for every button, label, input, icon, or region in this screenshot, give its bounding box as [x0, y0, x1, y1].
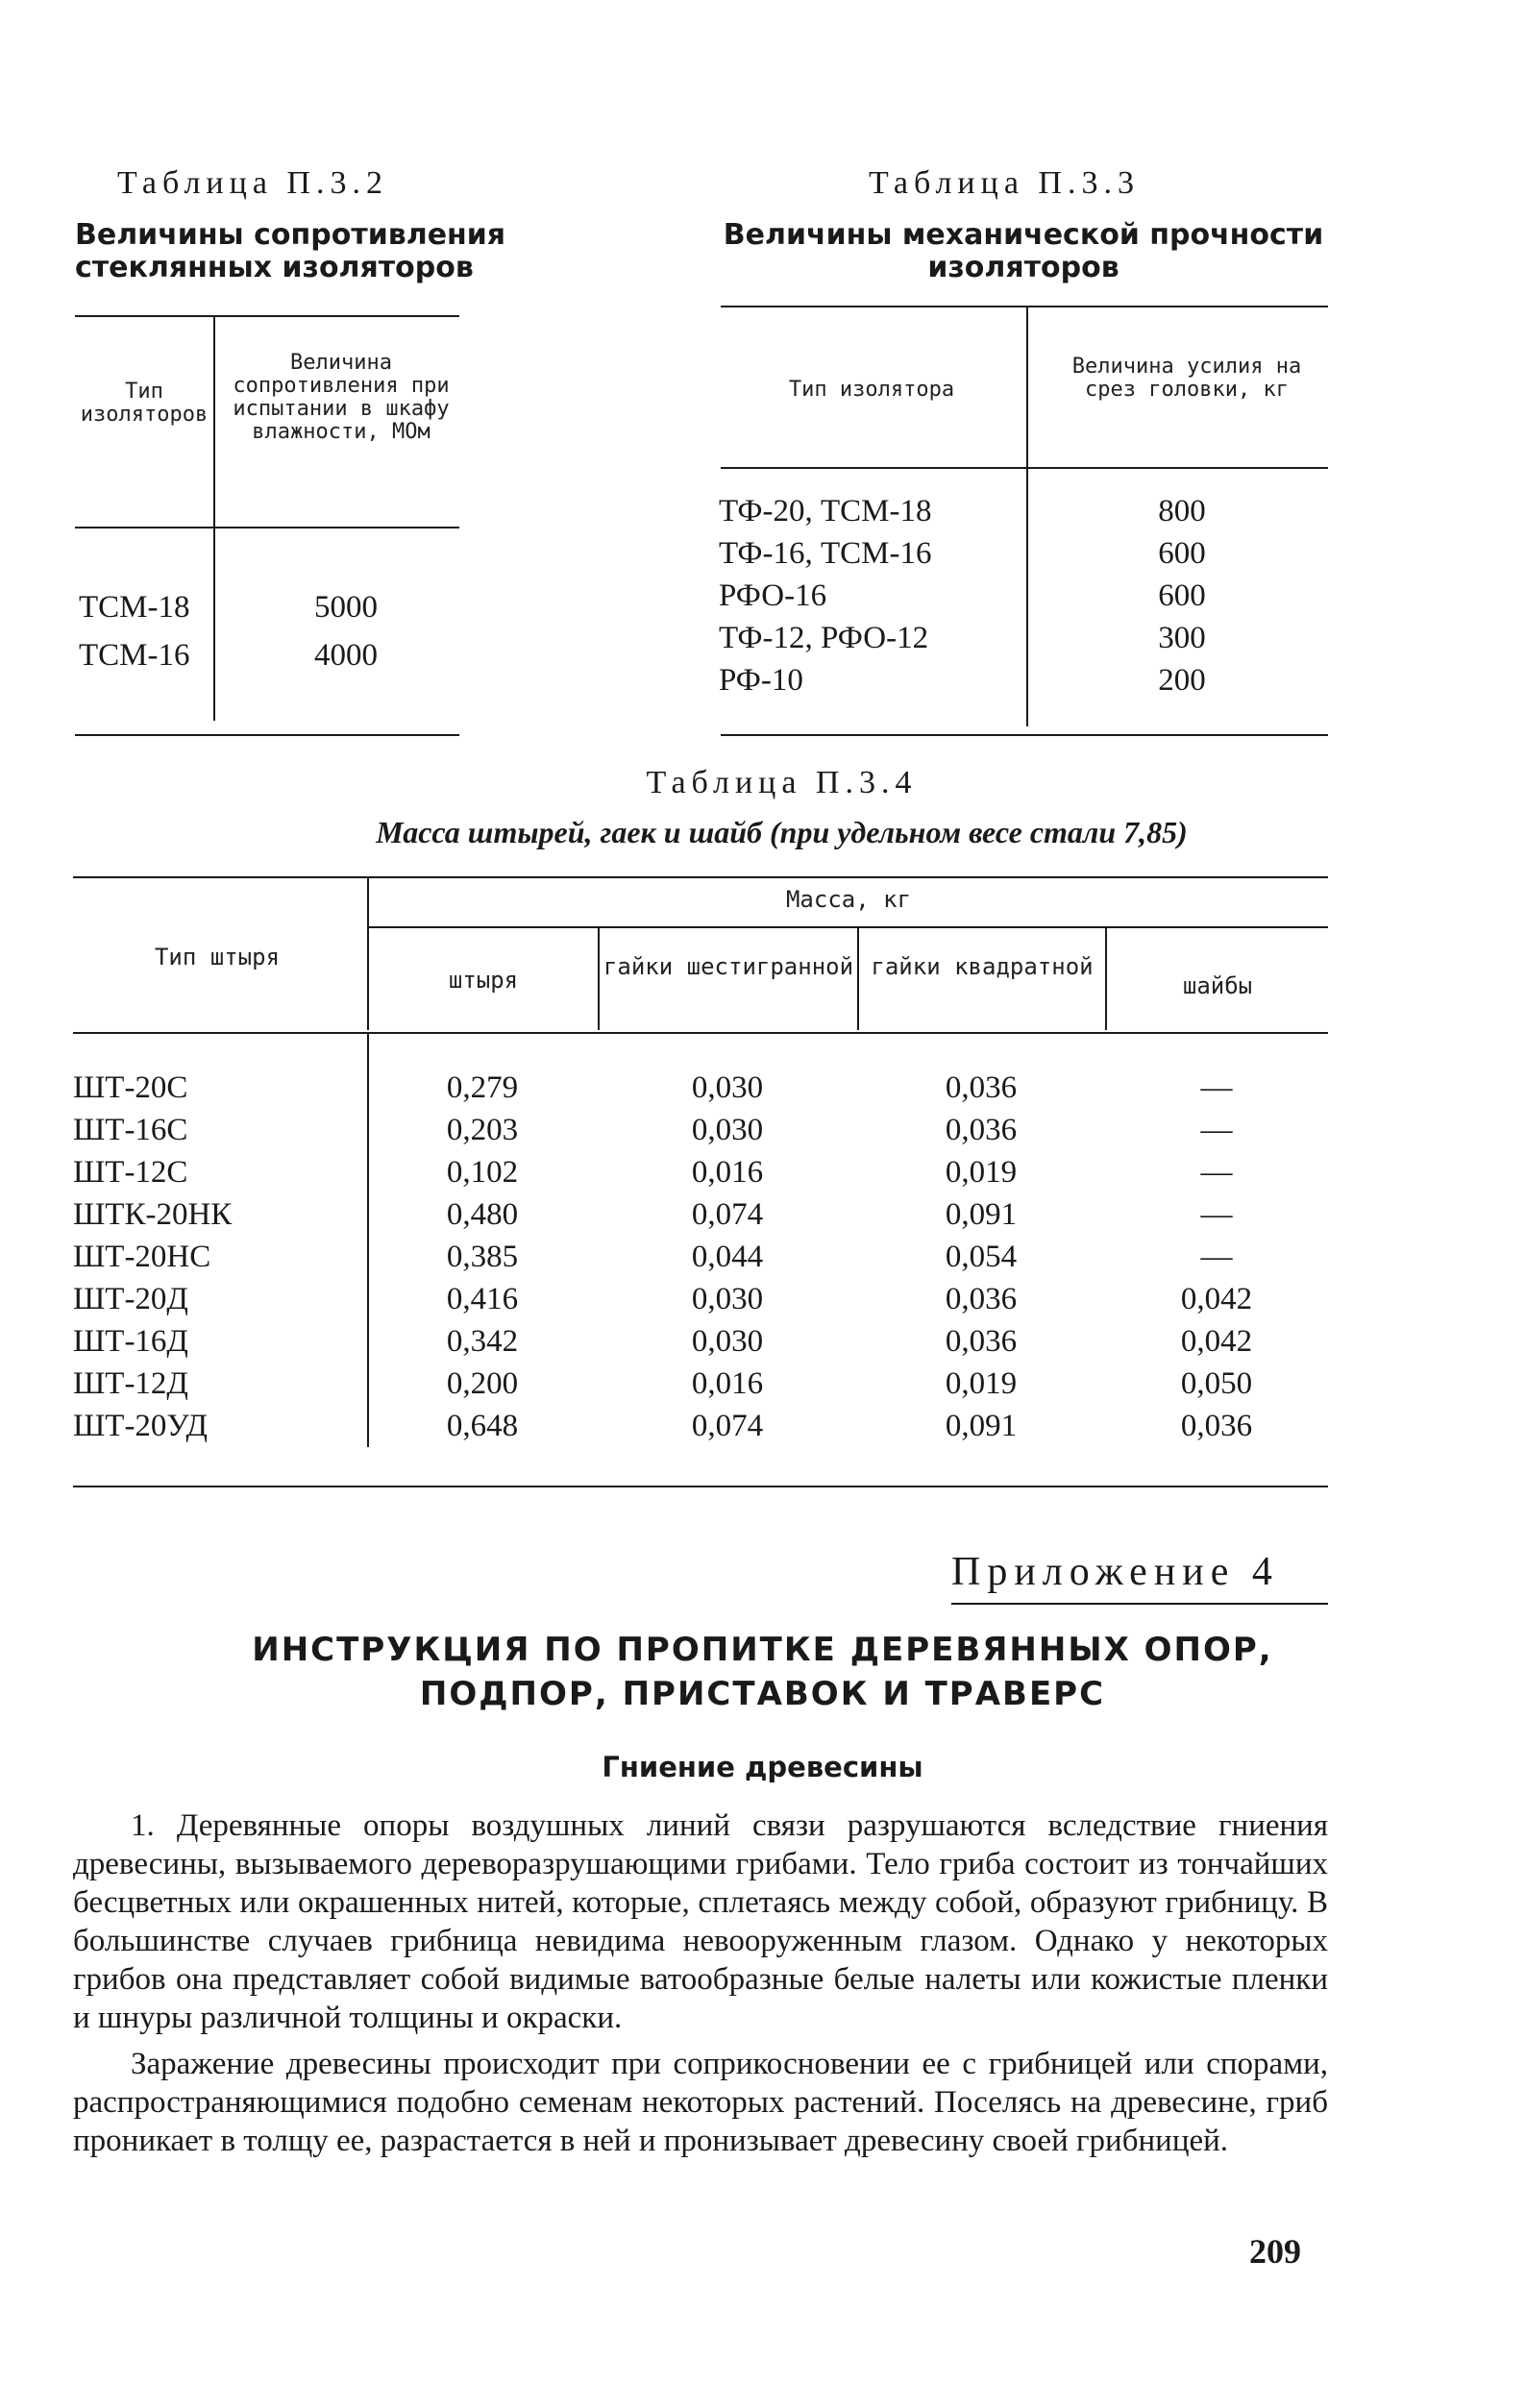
table2-top-rule — [75, 315, 459, 317]
table4-cell-washer: — — [1200, 1239, 1233, 1274]
table4-cell-pin: 0,648 — [446, 1408, 519, 1443]
table3-bottom-rule — [721, 734, 1328, 736]
appendix-label-rule — [951, 1603, 1328, 1605]
table4-title: Масса штырей, гаек и шайб (при удельном весе стали 7,85) — [376, 815, 1188, 849]
table4-cell-pin: 0,203 — [446, 1112, 519, 1147]
table3-row-type: РФ-10 — [719, 663, 803, 698]
table4-cell-type: ШТ-20НС — [73, 1239, 211, 1274]
table-row — [73, 1151, 1328, 1193]
table4-col-hex-nut-header: гайки шестигранной — [603, 953, 854, 980]
table4-header-divider — [1105, 928, 1107, 1030]
appendix-heading-line1: ИНСТРУКЦИЯ ПО ПРОПИТКЕ ДЕРЕВЯННЫХ ОПОР, — [252, 1631, 1273, 1669]
table4-cell-washer: — — [1200, 1069, 1233, 1105]
table-row — [73, 1405, 1328, 1447]
table4-bottom-rule — [73, 1486, 1328, 1487]
table3-row-type: ТФ-12, РФО-12 — [719, 621, 929, 655]
table3-row-value: 600 — [1158, 578, 1206, 613]
table4-cell-type: ШТ-16С — [73, 1112, 188, 1147]
table3-row-type: ТФ-20, ТСМ-18 — [719, 494, 932, 528]
table-row — [73, 1363, 1328, 1405]
table4-cell-pin: 0,416 — [446, 1281, 519, 1316]
table4-caption: Таблица П.3.4 — [646, 765, 918, 800]
table2-header-rule — [75, 527, 459, 528]
table4-col-type-header: Тип штыря — [154, 944, 281, 971]
table4-cell-hex-nut: 0,030 — [691, 1323, 764, 1359]
table2-column-divider — [213, 315, 215, 721]
table4-col-washer-header: шайбы — [1182, 972, 1253, 999]
table2-title-line1: Величины сопротивления — [75, 218, 506, 252]
table4-cell-pin: 0,200 — [446, 1365, 519, 1401]
table4-cell-hex-nut: 0,016 — [691, 1154, 764, 1190]
table-row — [73, 1067, 1328, 1109]
table4-body — [73, 1067, 1328, 1447]
table4-cell-hex-nut: 0,016 — [691, 1365, 764, 1401]
table4-cell-hex-nut: 0,030 — [691, 1069, 764, 1105]
table4-cell-hex-nut: 0,074 — [691, 1196, 764, 1232]
table3-row-value: 200 — [1158, 663, 1206, 698]
table4-cell-square-nut: 0,054 — [945, 1239, 1018, 1274]
table-row — [73, 1109, 1328, 1151]
table4-cell-washer: 0,042 — [1180, 1281, 1253, 1316]
table4-cell-pin: 0,480 — [446, 1196, 519, 1232]
table4-col-pin-header: штыря — [448, 967, 519, 994]
table2-bottom-rule — [75, 734, 459, 736]
table4-cell-pin: 0,342 — [446, 1323, 519, 1359]
table4-col-square-nut-header: гайки квадратной — [871, 953, 1094, 980]
table4-cell-square-nut: 0,036 — [945, 1281, 1018, 1316]
table2-title-line2: стеклянных изоляторов — [75, 251, 474, 284]
table-row — [73, 1320, 1328, 1363]
table3-row-value: 600 — [1158, 536, 1206, 571]
table3-row-value: 300 — [1158, 621, 1206, 655]
table4-cell-pin: 0,279 — [446, 1069, 519, 1105]
table3-row-value: 800 — [1158, 494, 1206, 528]
table3-row-type: ТФ-16, ТСМ-16 — [719, 536, 932, 571]
table4-cell-square-nut: 0,019 — [945, 1154, 1018, 1190]
table3-header-rule — [721, 467, 1328, 469]
table4-cell-type: ШТ-12С — [73, 1154, 188, 1190]
table2-row-value: 5000 — [314, 590, 378, 625]
table2-col1-header: Тип изоляторов — [80, 380, 209, 427]
table4-cell-hex-nut: 0,030 — [691, 1112, 764, 1147]
table3-top-rule — [721, 306, 1328, 307]
table4-cell-type: ШТ-20УД — [73, 1408, 208, 1443]
table4-cell-square-nut: 0,019 — [945, 1365, 1018, 1401]
table4-cell-type: ШТ-16Д — [73, 1323, 188, 1359]
appendix-heading-line2: ПОДПОР, ПРИСТАВОК И ТРАВЕРС — [419, 1675, 1106, 1713]
table4-cell-pin: 0,102 — [446, 1154, 519, 1190]
page-number: 209 — [1249, 2232, 1301, 2271]
table2-row-type: ТСМ-18 — [79, 590, 190, 625]
table4-cell-hex-nut: 0,030 — [691, 1281, 764, 1316]
table4-cell-washer: 0,042 — [1180, 1323, 1253, 1359]
table4-cell-type: ШТ-20С — [73, 1069, 188, 1105]
table4-cell-square-nut: 0,091 — [945, 1408, 1018, 1443]
table4-cell-square-nut: 0,036 — [945, 1112, 1018, 1147]
table3-title-line2: изоляторов — [927, 251, 1119, 284]
table3-column-divider — [1026, 306, 1028, 726]
table3-col2-header: Величина усилия на срез головки, кг — [1071, 355, 1302, 402]
table4-cell-hex-nut: 0,074 — [691, 1408, 764, 1443]
table4-group-rule — [369, 926, 1328, 928]
table2-row-type: ТСМ-16 — [79, 638, 190, 673]
table3-col1-header: Тип изолятора — [788, 378, 955, 402]
table4-cell-square-nut: 0,036 — [945, 1069, 1018, 1105]
table4-group-header: Масса, кг — [785, 886, 912, 913]
table-row — [73, 1278, 1328, 1320]
table4-cell-type: ШТ-20Д — [73, 1281, 188, 1316]
table4-cell-square-nut: 0,091 — [945, 1196, 1018, 1232]
paragraph: Заражение древесины происходит при соприкосновении ее с грибницей или спорами, распространяющимися подобно семенам некоторых растений. Поселясь на древесине, гриб проникает в толщу ее, разрастается в ней и пронизывает древесину своей грибницей. — [73, 2047, 1328, 2158]
table3-caption: Таблица П.3.3 — [869, 165, 1140, 201]
table4-cell-washer: — — [1200, 1196, 1233, 1232]
table3-row-type: РФО-16 — [719, 578, 827, 613]
table4-cell-type: ШТ-12Д — [73, 1365, 188, 1401]
table-row — [73, 1236, 1328, 1278]
table2-caption: Таблица П.3.2 — [117, 165, 388, 201]
table4-header-divider — [857, 928, 859, 1030]
table4-cell-washer: 0,050 — [1180, 1365, 1253, 1401]
table2-col2-header: Величина сопротивления при испытании в шкафу влажности, МОм — [233, 351, 450, 444]
paragraph: 1. Деревянные опоры воздушных линий связи разрушаются вследствие гниения древесины, вызываемого дереворазрушающими грибами. Тело гриба состоит из тончайших бесцветных или окрашенных нитей, которые, сплетаясь между собой, образуют грибницу. В большинстве случаев грибница невидима невооруженным глазом. Однако у некоторых грибов она представляет собой видимые ватообразные белые налеты или кожистые пленки и шнуры различной толщины и окраски. — [73, 1808, 1328, 2035]
table4-top-rule — [73, 876, 1328, 878]
table2-row-value: 4000 — [314, 638, 378, 673]
appendix-subheading: Гниение древесины — [602, 1751, 923, 1783]
table4-cell-washer: — — [1200, 1154, 1233, 1190]
table4-cell-type: ШТК-20НК — [73, 1196, 233, 1232]
table3-title-line1: Величины механической прочности — [723, 218, 1324, 252]
table4-cell-washer: — — [1200, 1112, 1233, 1147]
appendix-label: Приложение 4 — [951, 1550, 1279, 1594]
table4-header-divider — [598, 928, 600, 1030]
table4-cell-pin: 0,385 — [446, 1239, 519, 1274]
table-row — [73, 1193, 1328, 1236]
table4-cell-washer: 0,036 — [1180, 1408, 1253, 1443]
table4-header-rule — [73, 1032, 1328, 1034]
table4-cell-hex-nut: 0,044 — [691, 1239, 764, 1274]
table4-cell-square-nut: 0,036 — [945, 1323, 1018, 1359]
